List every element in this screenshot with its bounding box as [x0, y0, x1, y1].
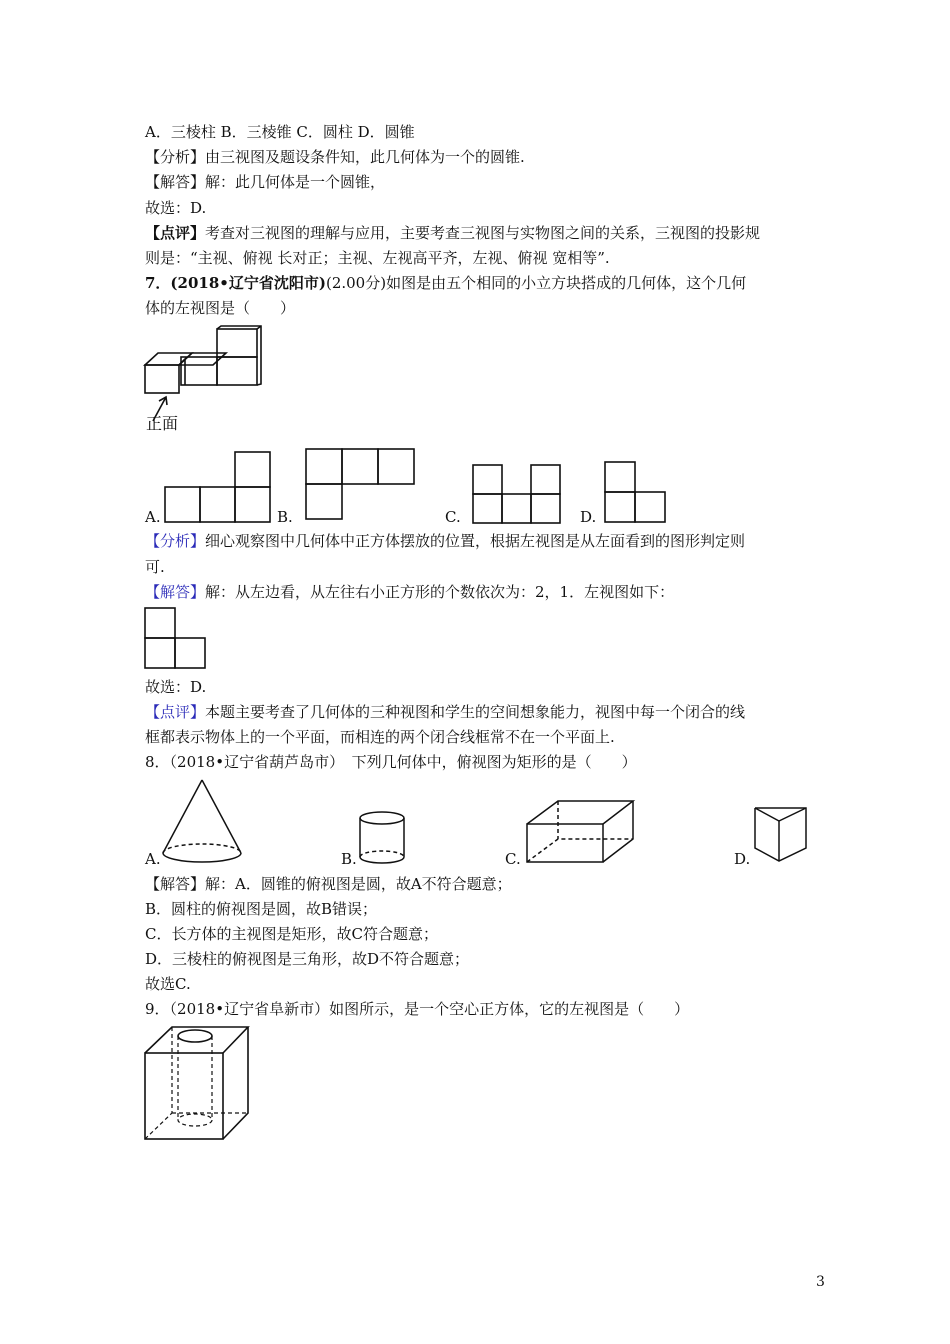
- q6-comment-2: 则是：“主视、俯视 长对正；主视、左视高平齐，左视、俯视 宽相等”.: [145, 249, 610, 267]
- q7-front-label: 正面: [146, 414, 179, 433]
- answer-tag: 【解答】: [145, 173, 206, 191]
- q8-answer-a: [145, 874, 512, 894]
- analysis-tag: 【分析】: [145, 148, 206, 166]
- comment-tag: 【点评】: [145, 224, 206, 242]
- q8-option-c-label: C.: [505, 850, 521, 868]
- q7-source: 7．(2018•辽宁省沈阳市): [145, 274, 326, 292]
- answer-text: 解：从左边看，从左往右小正方形的个数依次为：2，1．左视图如下：: [205, 583, 675, 601]
- q8-answer-d: D．三棱柱的俯视图是三角形，故D不符合题意；: [145, 950, 470, 968]
- q8-option-b-cylinder: [358, 810, 408, 868]
- q7-answer: [145, 582, 674, 602]
- q7-comment-1: [145, 702, 745, 722]
- q7-option-a-figure: [165, 450, 275, 525]
- answer-tag: 【解答】: [145, 583, 206, 601]
- q7-option-a-label: A.: [145, 508, 161, 526]
- q8-option-b-label: B.: [341, 850, 357, 868]
- q6-options: A．三棱柱 B．三棱锥 C．圆柱 D．圆锥: [145, 123, 415, 141]
- comment-text: 本题主要考查了几何体的三种视图和学生的空间想象能力，视图中每一个闭合的线: [205, 703, 746, 721]
- q8-option-d-label: D.: [734, 850, 751, 868]
- q7-choice: 故选：D.: [145, 678, 207, 696]
- analysis-tag: 【分析】: [145, 532, 206, 550]
- answer-text: 解：A．圆锥的俯视图是圆，故A不符合题意；: [205, 875, 512, 893]
- q9-title: 9．（2018•辽宁省阜新市）如图所示，是一个空心正方体，它的左视图是（ ）: [145, 1000, 690, 1018]
- q7-option-c-label: C.: [445, 508, 461, 526]
- q8-answer-b: B．圆柱的俯视图是圆，故B错误；: [145, 900, 378, 918]
- analysis-text: 细心观察图中几何体中正方体摆放的位置，根据左视图是从左面看到的图形判定则: [205, 532, 746, 550]
- q9-hollow-cube-figure: [140, 1024, 252, 1144]
- q8-answer-c: C．长方体的主视图是矩形，故C符合题意；: [145, 925, 438, 943]
- q8-choice: 故选C.: [145, 975, 191, 993]
- answer-tag: 【解答】: [145, 875, 206, 893]
- page-number: 3: [816, 1274, 825, 1290]
- q7-option-d-label: D.: [580, 508, 597, 526]
- q7-option-c-figure: [472, 463, 567, 525]
- q6-answer: [145, 172, 385, 192]
- q7-title-1: [145, 273, 746, 293]
- q8-title: 8．（2018•辽宁省葫芦岛市） 下列几何体中，俯视图为矩形的是（ ）: [145, 753, 637, 771]
- q6-analysis: [145, 147, 525, 167]
- q7-question: (2.00分)如图是由五个相同的小立方块搭成的几何体，这个几何: [325, 274, 747, 292]
- comment-tag: 【点评】: [145, 703, 206, 721]
- q8-option-c-cuboid: [525, 798, 637, 866]
- q7-option-b-label: B.: [277, 508, 293, 526]
- q7-answer-figure: [144, 607, 209, 672]
- comment-text: 考查对三视图的理解与应用，主要考查三视图与实物图之间的关系，三视图的投影规: [205, 224, 761, 242]
- q7-analysis-1: [145, 531, 745, 551]
- answer-text: 解：此几何体是一个圆锥，: [205, 173, 386, 191]
- q6-choice: 故选：D.: [145, 199, 207, 217]
- q7-option-b-figure: [305, 448, 420, 523]
- analysis-text: 由三视图及题设条件知，此几何体为一个的圆锥.: [205, 148, 525, 166]
- q7-comment-2: 框都表示物体上的一个平面，而相连的两个闭合线框常不在一个平面上.: [145, 728, 615, 746]
- q7-title-2: 体的左视图是（ ）: [145, 299, 296, 317]
- q8-option-a-cone: [160, 778, 245, 868]
- q6-comment-1: [145, 223, 760, 243]
- q7-analysis-2: 可.: [145, 558, 165, 576]
- q8-option-a-label: A.: [145, 850, 161, 868]
- q7-option-d-figure: [604, 460, 669, 525]
- q8-option-d-prism: [752, 805, 810, 865]
